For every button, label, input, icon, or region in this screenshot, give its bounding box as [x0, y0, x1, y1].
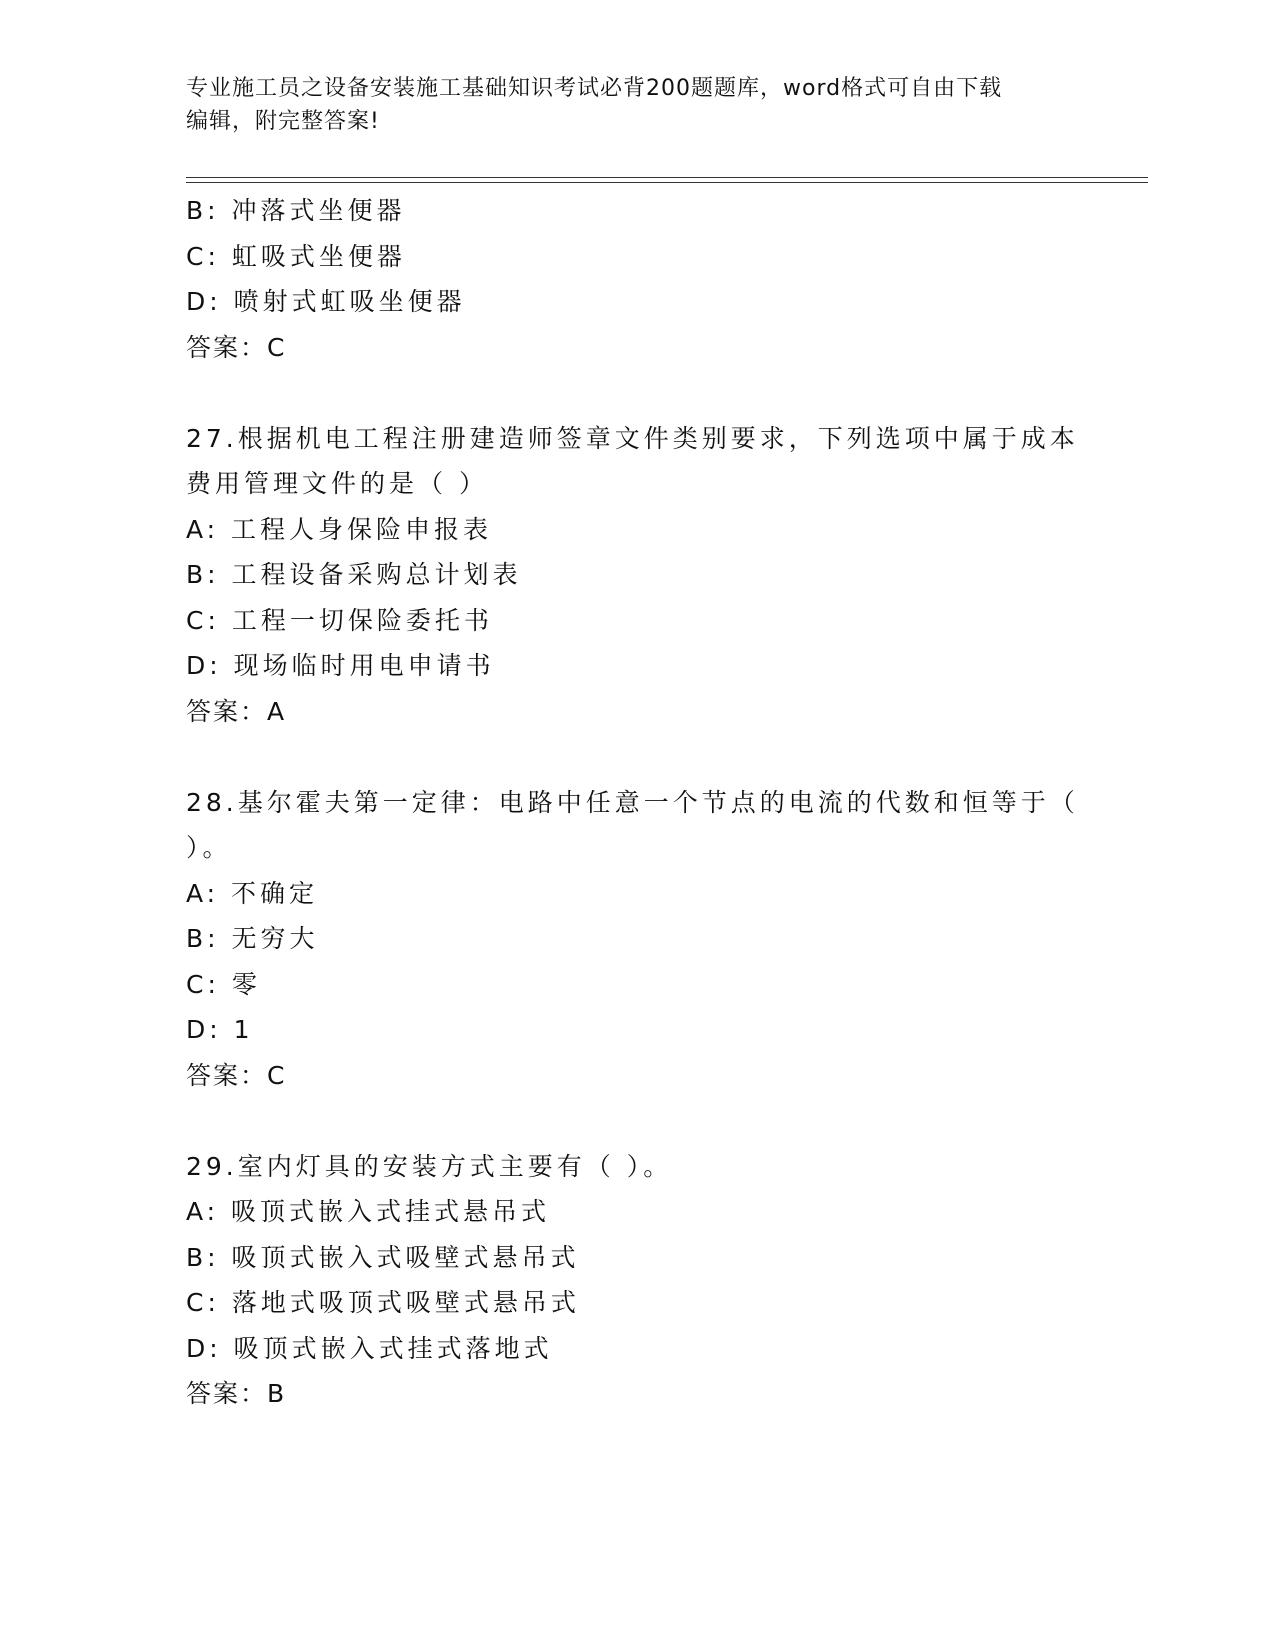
- option-b: B: 无穷大: [186, 924, 319, 953]
- spacer: [186, 370, 1086, 416]
- option-c: C: 工程一切保险委托书: [186, 605, 493, 635]
- header-title-line-2: 编辑，附完整答案!: [186, 109, 380, 134]
- question-list: [186, 188, 1086, 1417]
- question-28: [186, 780, 1086, 1099]
- answer-line: 答案：A: [186, 696, 287, 726]
- option-c: C: 落地式吸顶式吸壁式悬吊式: [186, 1288, 580, 1317]
- option-b: B: 冲落式坐便器: [186, 196, 406, 225]
- option-b: B: 吸顶式嵌入式吸壁式悬吊式: [186, 1242, 580, 1272]
- question-26-continued: [186, 188, 1086, 370]
- option-d: D: 喷射式虹吸坐便器: [186, 287, 466, 316]
- spacer: [186, 1098, 1086, 1144]
- question-stem-continued: ）。: [186, 833, 232, 862]
- option-a: A: 工程人身保险申报表: [186, 514, 493, 544]
- question-stem: 27.根据机电工程注册建造师签章文件类别要求，下列选项中属于成本: [186, 423, 1079, 453]
- question-29: [186, 1144, 1086, 1417]
- header-divider-bottom: [186, 182, 1148, 183]
- question-27: [186, 416, 1086, 735]
- option-d: D: 现场临时用电申请书: [186, 651, 495, 680]
- option-d: D: 吸顶式嵌入式挂式落地式: [186, 1333, 553, 1363]
- option-c: C: 零: [186, 969, 261, 999]
- header-title-line-1: 专业施工员之设备安装施工基础知识考试必背200题题库，word格式可自由下载: [186, 76, 1003, 101]
- header-divider-top: [186, 177, 1148, 178]
- option-d: D: 1: [186, 1015, 254, 1044]
- answer-line: 答案：B: [186, 1379, 287, 1408]
- answer-line: 答案：C: [186, 1060, 287, 1090]
- option-a: A: 吸顶式嵌入式挂式悬吊式: [186, 1197, 551, 1226]
- option-b: B: 工程设备采购总计划表: [186, 560, 522, 589]
- question-stem: 28.基尔霍夫第一定律：电路中任意一个节点的电流的代数和恒等于（: [186, 787, 1079, 817]
- option-c: C: 虹吸式坐便器: [186, 241, 406, 271]
- question-stem-continued: 费用管理文件的是（ ）: [186, 469, 488, 498]
- option-a: A: 不确定: [186, 878, 319, 908]
- answer-line: 答案：C: [186, 332, 287, 362]
- question-stem: 29.室内灯具的安装方式主要有（ ）。: [186, 1151, 673, 1181]
- document-header: [186, 72, 1086, 138]
- spacer: [186, 734, 1086, 780]
